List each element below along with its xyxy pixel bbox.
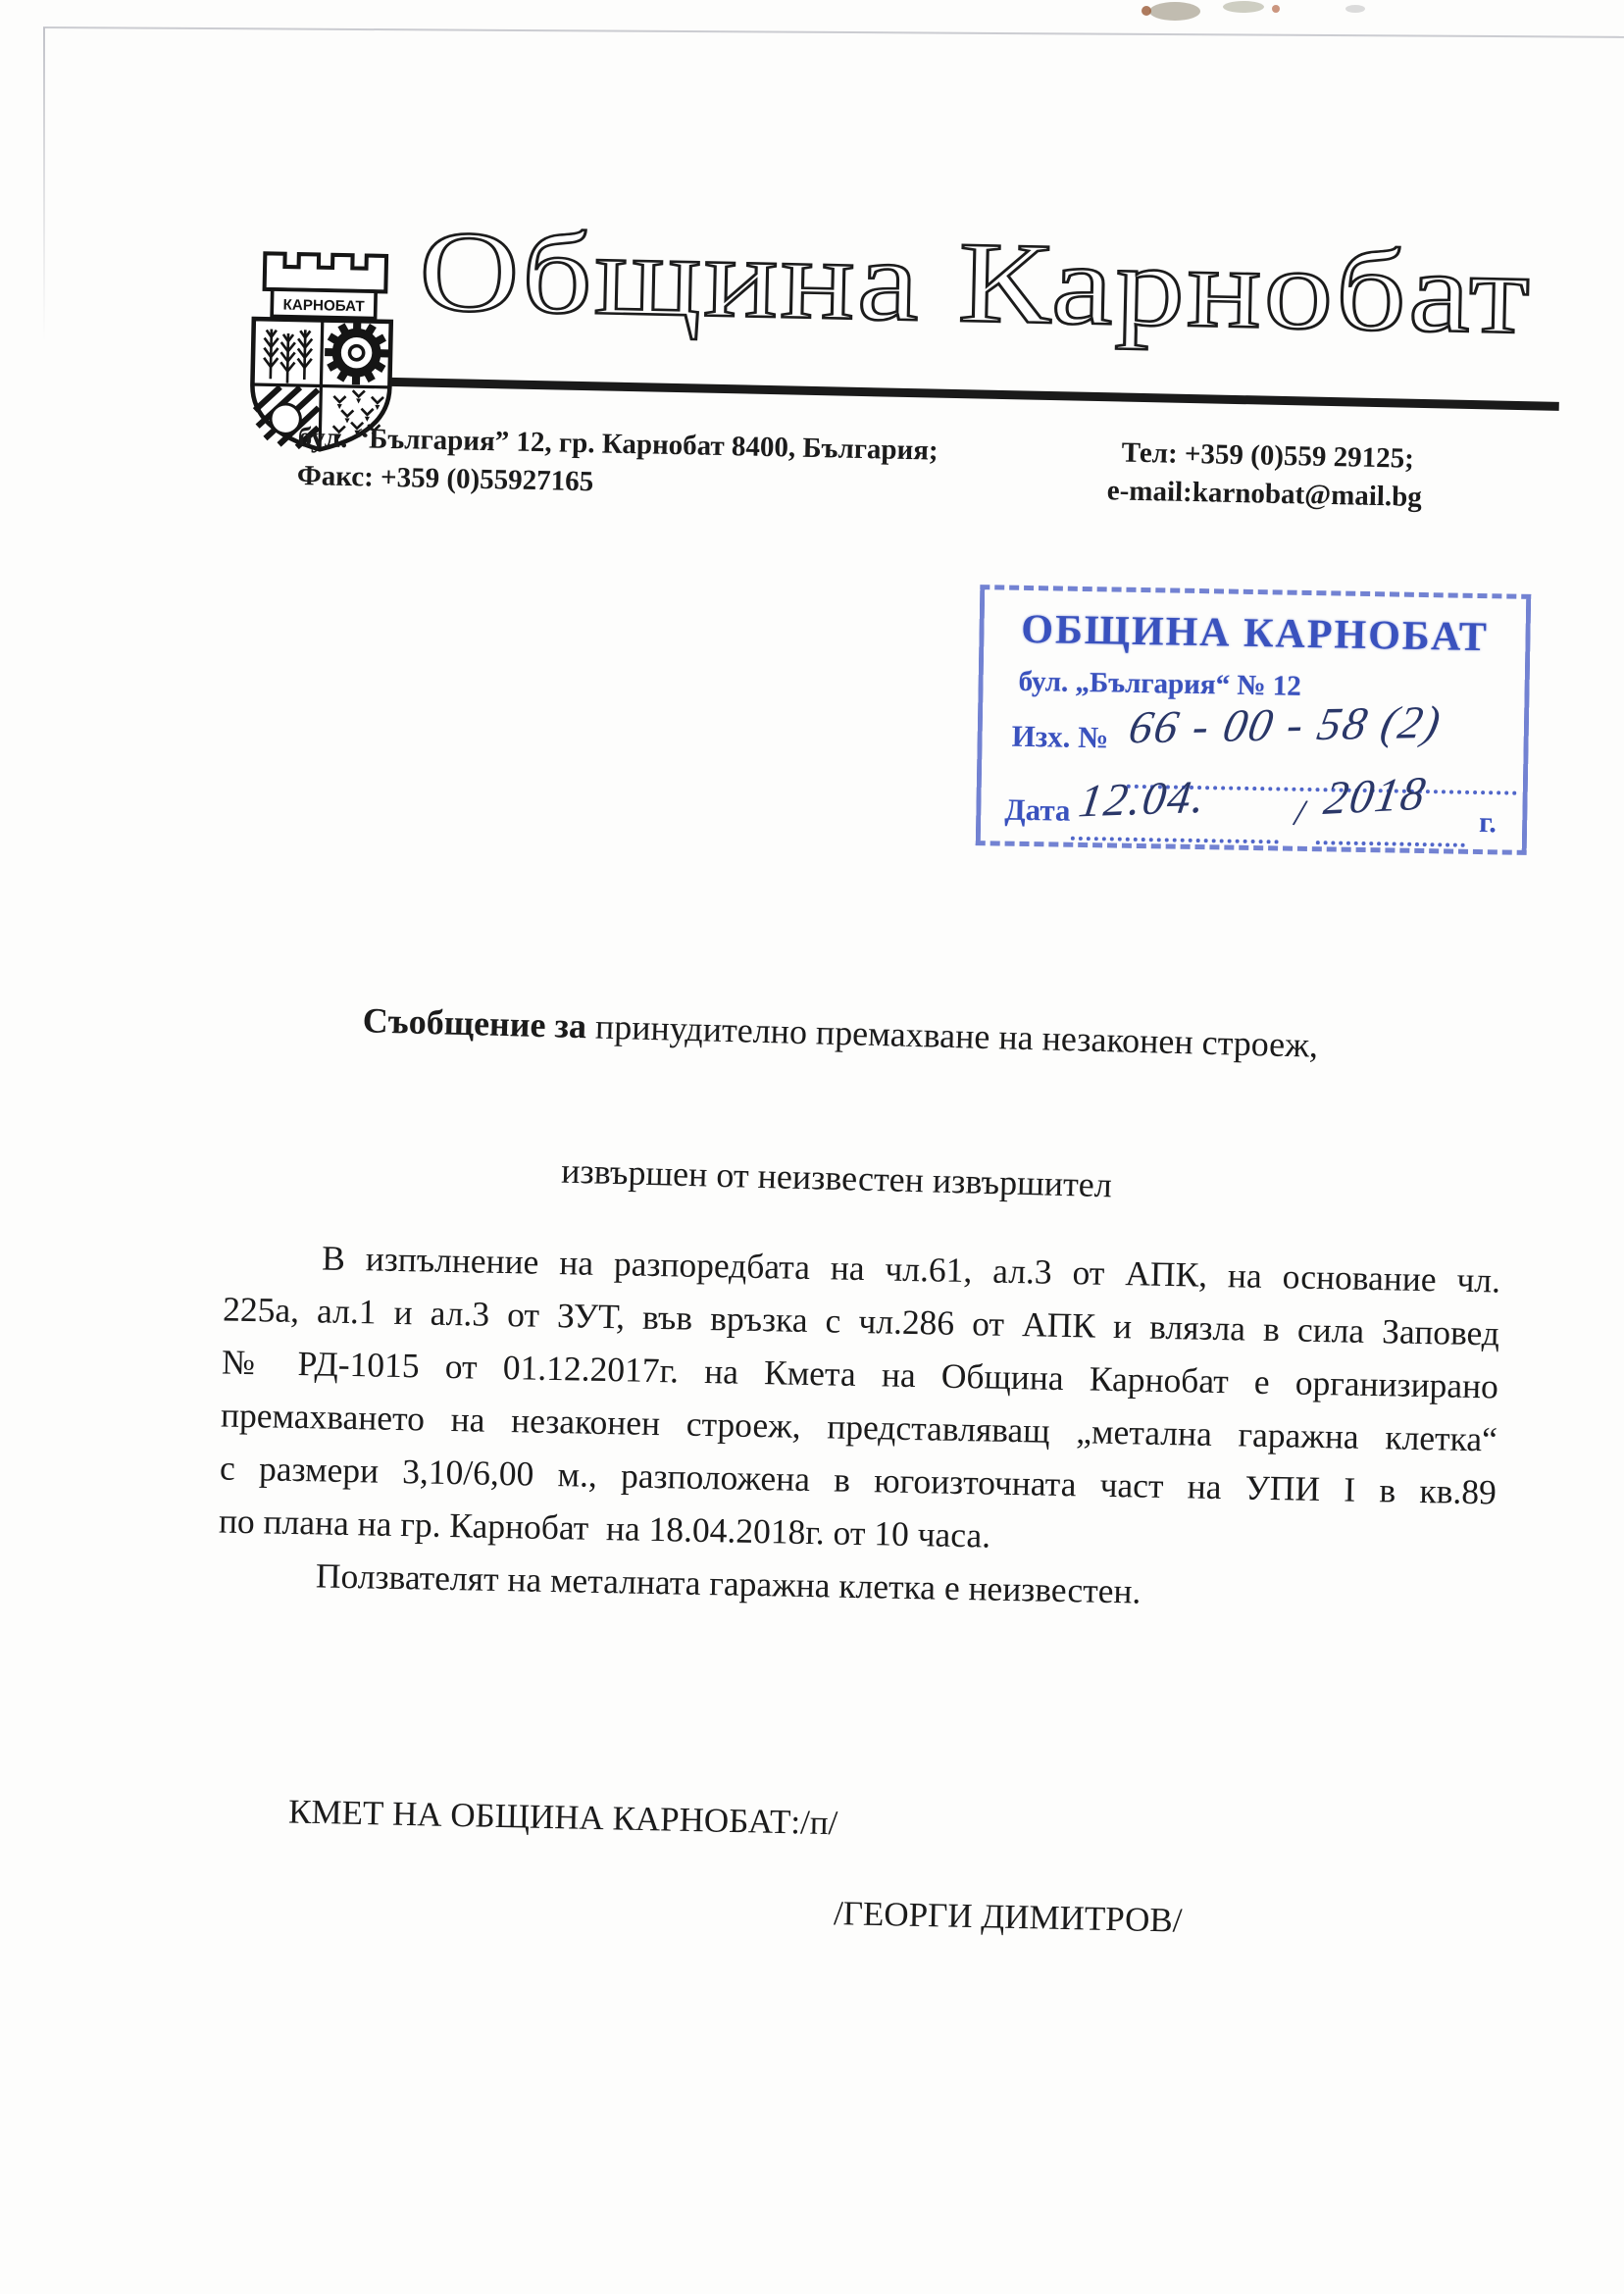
stamp-outgoing-number-label: Изх. № (1011, 718, 1109, 755)
notice-title-line2: извършен от неизвестен извършител (560, 1150, 1113, 1205)
notice-body (217, 1230, 1500, 1625)
phone-line: Тел: +359 (0)559 29125; (1121, 436, 1415, 475)
scan-edge-line-left (43, 27, 45, 341)
mayor-name: /ГЕОРГИ ДИМИТРОВ/ (833, 1894, 1183, 1940)
mayor-signature-line: КМЕТ НА ОБЩИНА КАРНОБАТ:/п/ (287, 1792, 838, 1843)
letterhead-rule (390, 378, 1559, 411)
stamp-year-suffix: г. (1478, 806, 1497, 840)
banner-text: КАРНОБАТ (282, 296, 365, 316)
stamp-date-handwritten: 12.04. (1075, 771, 1210, 828)
scan-smudge (1149, 2, 1200, 21)
scan-smudge (1223, 1, 1264, 13)
scan-smudge (1272, 5, 1280, 13)
stamp-date-separator: / (1291, 790, 1310, 836)
sun-icon (271, 404, 301, 434)
scan-edge-line-top (43, 26, 1624, 38)
stamp-date-label: Дата (1004, 791, 1071, 828)
letterhead (237, 206, 1581, 532)
address-block (297, 419, 939, 509)
body-line: премахването на незаконен строеж, представляващ „метална гаражна клетка“ (220, 1395, 1498, 1459)
scan-smudge (1345, 5, 1365, 13)
body-line: с размери 3,10/6,00 м., разположена в югоизточната част на УПИ I в кв.89 (219, 1448, 1497, 1512)
body-line: В изпълнение на разпоредбата на чл.61, ал.3 от АПК, на основание чл. (321, 1238, 1501, 1300)
stamp-dotted-line (1316, 841, 1465, 847)
stamp-outgoing-number-handwritten: 66 - 00 - 58 (2) (1124, 696, 1446, 754)
fax-line: Факс: +359 (0)55927165 (296, 459, 594, 498)
email-line: e-mail:karnobat@mail.bg (1106, 475, 1423, 513)
body-line: № РД-1015 от 01.12.2017г. на Кмета на Община Карнобат е организирано (221, 1342, 1499, 1406)
body-line: по плана на гр. Карнобат на 18.04.2018г. от 10 часа. (218, 1501, 991, 1555)
castle-battlement (265, 253, 386, 291)
registry-stamp (976, 585, 1532, 855)
signature-block (286, 1792, 1466, 1946)
organization-title: Община Карнобат (418, 206, 1534, 359)
notice-title-bold: Съобщение за (362, 1000, 587, 1046)
stamp-year-handwritten: 2018 (1320, 767, 1431, 826)
notice-title-line1 (164, 994, 1518, 1071)
body-line: Ползвателят на металната гаражна клетка е неизвестен. (315, 1555, 1142, 1611)
address-line: бул. “България” 12, гр. Карнобат 8400, България; (297, 421, 939, 467)
stamp-address: бул. „България“ № 12 (1018, 665, 1302, 702)
contact-block (1106, 433, 1423, 517)
body-line: 225а, ал.1 и ал.3 от ЗУТ, във връзка с чл.286 от АПК и влязла в сила Заповед (222, 1289, 1500, 1353)
notice-title-rest: принудително премахване на незаконен строеж, (585, 1006, 1319, 1065)
stamp-org-name: ОБЩИНА КАРНОБАТ (1020, 606, 1490, 661)
stamp-dotted-line (1071, 837, 1279, 844)
scan-smudge (1142, 6, 1151, 16)
